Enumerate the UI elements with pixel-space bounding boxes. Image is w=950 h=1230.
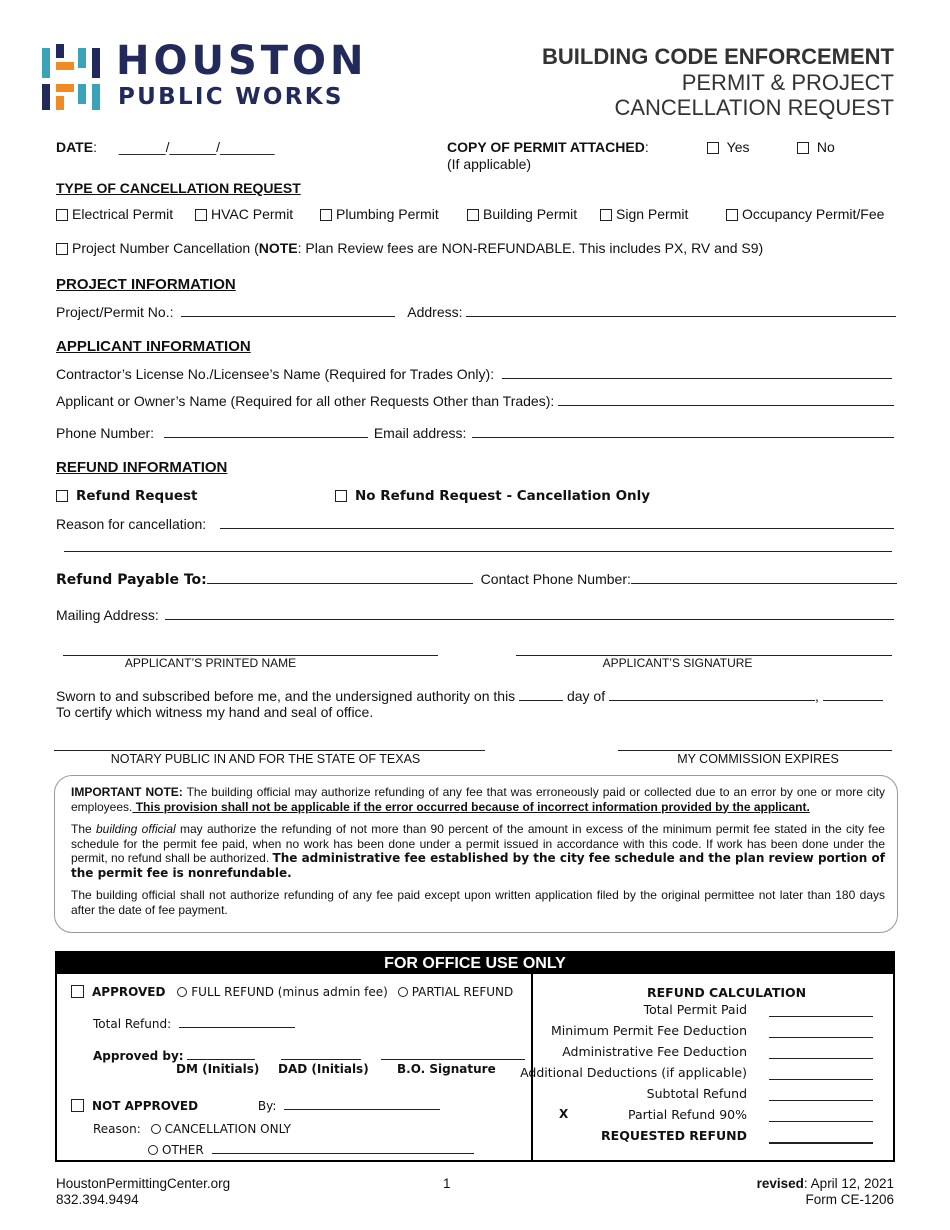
footer-website[interactable]: HoustonPermittingCenter.org [56, 1176, 231, 1191]
total-refund-field[interactable] [179, 1013, 295, 1028]
important-note-p2: The building official may authorize the refunding of not more than 90 percent of the amount in excess of the minimum permit fee stated in the city fee schedule for the permit fee paid, when no work has been done under a permit issued in accordance with this code. If work has been done under the permit, no refund shall be authorized. The administrative fee established by the city fee schedule and the plan review portion of the permit fee is nonrefundable. [71, 822, 885, 880]
building-checkbox[interactable] [467, 209, 479, 221]
refund-request-option[interactable]: Refund Request [56, 488, 197, 504]
sign-checkbox[interactable] [600, 209, 612, 221]
license-label: Contractor’s License No./Licensee’s Name (Required for Trades Only): [56, 366, 495, 382]
permit-no-field[interactable] [181, 302, 395, 317]
admin-fee-field[interactable] [769, 1058, 873, 1059]
approved-checkbox[interactable] [71, 985, 84, 998]
footer-left [56, 1176, 230, 1208]
notary-line[interactable] [54, 750, 485, 751]
not-approved-row: NOT APPROVED By: [71, 1095, 440, 1113]
sworn-month-field[interactable] [609, 686, 815, 701]
approved-by-row: Approved by: [93, 1045, 525, 1063]
license-row [56, 364, 892, 382]
commission-line[interactable] [618, 750, 892, 751]
contact-row [56, 423, 894, 441]
bo-caption: B.O. Signature [397, 1062, 496, 1076]
reason-row-office: Reason: CANCELLATION ONLY [93, 1122, 292, 1136]
sworn-statement: Sworn to and subscribed before me, and the undersigned authority on this day of , To certify which witness my hand and seal of office. [56, 686, 883, 720]
reason-label: Reason for cancellation: [56, 516, 207, 532]
form-subtitle-2: CANCELLATION REQUEST [614, 95, 894, 120]
cancel-option-occupancy[interactable]: Occupancy Permit/Fee [726, 206, 884, 222]
address-label: Address: [407, 304, 463, 320]
additional-deductions-field[interactable] [769, 1079, 873, 1080]
no-refund-option[interactable]: No Refund Request - Cancellation Only [335, 488, 650, 504]
partial-refund-field[interactable] [769, 1121, 873, 1122]
permit-no-label: Project/Permit No.: [56, 304, 174, 320]
email-field[interactable] [472, 423, 894, 438]
other-radio[interactable] [148, 1145, 158, 1155]
owner-field[interactable] [558, 391, 894, 406]
calc-partial-refund: X Partial Refund 90% [473, 1107, 893, 1127]
other-field[interactable] [212, 1139, 474, 1154]
plumbing-checkbox[interactable] [320, 209, 332, 221]
by-field[interactable] [284, 1095, 440, 1110]
dad-caption: DAD (Initials) [278, 1062, 369, 1076]
cancel-option-electrical[interactable]: Electrical Permit [56, 206, 173, 222]
notary-caption: NOTARY PUBLIC IN AND FOR THE STATE OF TEXAS [110, 752, 421, 766]
contact-phone-field[interactable] [631, 569, 897, 584]
yes-checkbox[interactable] [707, 142, 719, 154]
reason-row [56, 514, 894, 532]
certify-statement: To certify which witness my hand and seal of office. [56, 704, 374, 720]
sworn-year-field[interactable] [823, 686, 883, 701]
commission-caption: MY COMMISSION EXPIRES [677, 752, 839, 766]
mailing-label: Mailing Address: [56, 607, 159, 623]
reason-field[interactable] [220, 514, 894, 529]
printed-name-caption: APPLICANT’S PRINTED NAME [124, 656, 297, 670]
address-field[interactable] [466, 302, 896, 317]
total-permit-paid-field[interactable] [769, 1016, 873, 1017]
reason-field-line-2[interactable] [64, 551, 892, 552]
date-row: DATE: ______/______/_______ [56, 139, 275, 155]
not-approved-checkbox[interactable] [71, 1099, 84, 1112]
calc-requested-refund: REQUESTED REFUND [473, 1128, 893, 1148]
dm-initials-field[interactable] [187, 1045, 255, 1060]
office-use-box [55, 951, 895, 1162]
refund-info-heading: REFUND INFORMATION [56, 459, 228, 476]
copy-permit-note: (If applicable) [447, 156, 532, 172]
project-number-cancellation[interactable]: Project Number Cancellation (NOTE: Plan Review fees are NON-REFUNDABLE. This includes PX, RV and S9) [56, 240, 763, 256]
owner-row [56, 391, 894, 409]
occupancy-checkbox[interactable] [726, 209, 738, 221]
requested-refund-field[interactable] [769, 1142, 873, 1144]
hvac-checkbox[interactable] [195, 209, 207, 221]
important-note-p1: IMPORTANT NOTE: The building official may authorize refunding of any fee that was erroneously paid or collected due to an error by one or more city employees. This provision shall not be applicable if the error occurred because of incorrect information provided by the applicant. [71, 785, 885, 814]
electrical-checkbox[interactable] [56, 209, 68, 221]
contact-phone-label: Contact Phone Number: [480, 571, 631, 587]
payable-field[interactable] [207, 569, 473, 584]
cancellation-type-heading: TYPE OF CANCELLATION REQUEST [56, 180, 301, 196]
owner-label: Applicant or Owner’s Name (Required for all other Requests Other than Trades): [56, 393, 555, 409]
logo-public-works: PUBLIC WORKS [118, 84, 344, 110]
license-field[interactable] [502, 364, 892, 379]
calc-subtotal: Subtotal Refund [473, 1086, 893, 1106]
subtotal-field[interactable] [769, 1100, 873, 1101]
houston-logo-icon [42, 44, 104, 110]
mailing-row [56, 605, 894, 623]
footer-phone: 832.394.9494 [56, 1192, 139, 1207]
phone-label: Phone Number: [56, 425, 155, 441]
logo-houston: HOUSTON [116, 38, 368, 84]
calc-minimum-fee: Minimum Permit Fee Deduction [473, 1023, 893, 1043]
other-row: OTHER [148, 1139, 474, 1157]
calc-additional-deductions: Additional Deductions (if applicable) [473, 1065, 893, 1085]
payable-label: Refund Payable To: [56, 572, 207, 588]
date-field[interactable]: ______/______/_______ [118, 139, 275, 155]
copy-permit-yes[interactable]: Yes [707, 139, 749, 155]
mailing-field[interactable] [165, 605, 894, 620]
copy-permit-block: COPY OF PERMIT ATTACHED: (If applicable) [447, 139, 649, 172]
partial-refund-radio[interactable] [398, 987, 408, 997]
phone-field[interactable] [164, 423, 368, 438]
form-subtitle-1: PERMIT & PROJECT [681, 70, 894, 95]
no-refund-checkbox[interactable] [335, 490, 347, 502]
form-title: BUILDING CODE ENFORCEMENT [542, 44, 894, 69]
footer-revised: revised: April 12, 2021 [756, 1176, 894, 1191]
full-refund-radio[interactable] [177, 987, 187, 997]
total-refund-row: Total Refund: [93, 1013, 295, 1031]
calc-admin-fee: Administrative Fee Deduction [473, 1044, 893, 1064]
approved-row: APPROVED FULL REFUND (minus admin fee) PARTIAL REFUND [71, 985, 513, 999]
sworn-day-field[interactable] [519, 686, 563, 701]
payable-row [56, 569, 897, 588]
footer-page-number: 1 [443, 1176, 451, 1191]
cancellation-only-radio[interactable] [151, 1124, 161, 1134]
refund-request-checkbox[interactable] [56, 490, 68, 502]
office-use-title: FOR OFFICE USE ONLY [57, 953, 893, 974]
dad-initials-field[interactable] [281, 1045, 361, 1060]
cancel-option-sign[interactable]: Sign Permit [600, 206, 688, 222]
copy-permit-label: COPY OF PERMIT ATTACHED [447, 139, 645, 155]
applicant-info-heading: APPLICANT INFORMATION [56, 338, 251, 355]
project-number-checkbox[interactable] [56, 243, 68, 255]
dm-caption: DM (Initials) [176, 1062, 260, 1076]
refund-calculation-title: REFUND CALCULATION [647, 985, 807, 1000]
signature-caption: APPLICANT’S SIGNATURE [602, 656, 753, 670]
footer-right [757, 1176, 894, 1208]
no-checkbox[interactable] [797, 142, 809, 154]
x-mark: X [559, 1107, 569, 1121]
email-label: Email address: [373, 425, 467, 441]
footer-form-number: Form CE-1206 [805, 1192, 894, 1207]
project-info-heading: PROJECT INFORMATION [56, 276, 236, 293]
date-label: DATE [56, 139, 94, 155]
cancel-option-hvac[interactable]: HVAC Permit [195, 206, 293, 222]
important-note-box [54, 775, 898, 933]
form-header [542, 44, 894, 120]
copy-permit-no[interactable]: No [797, 139, 835, 155]
calc-total-permit-paid: Total Permit Paid [473, 1002, 893, 1022]
cancel-option-building[interactable]: Building Permit [467, 206, 577, 222]
important-note-p3: The building official shall not authorize refunding of any fee paid except upon written application filed by the original permittee not later than 180 days after the date of fee payment. [71, 888, 885, 917]
cancel-option-plumbing[interactable]: Plumbing Permit [320, 206, 439, 222]
minimum-fee-field[interactable] [769, 1037, 873, 1038]
logo [42, 38, 368, 114]
project-permit-row [56, 302, 896, 320]
